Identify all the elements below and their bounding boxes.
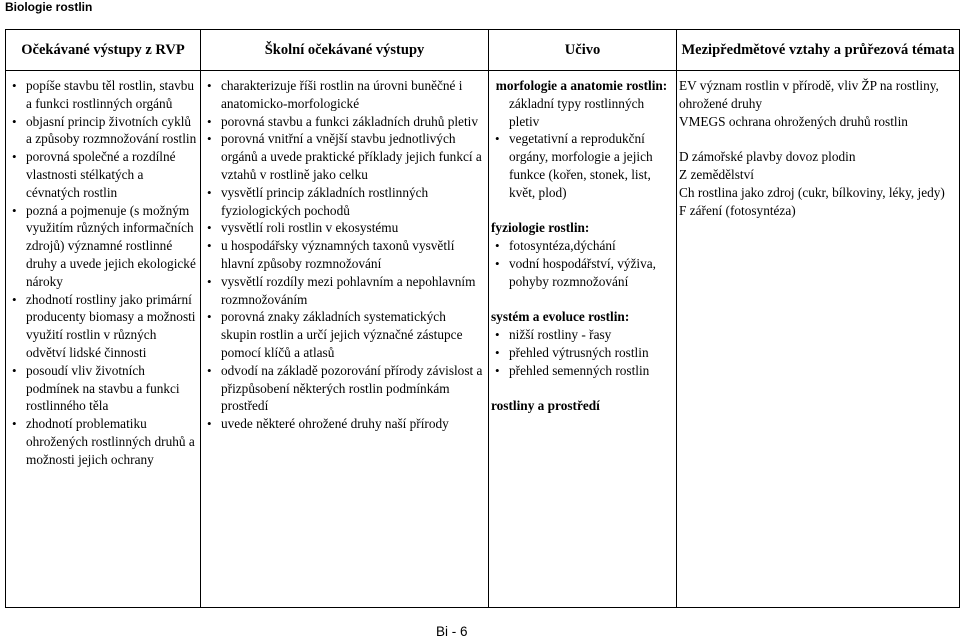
header-cross-curricular: Mezipředmětové vztahy a průřezová témata: [677, 30, 960, 71]
list-item: • přehled semenných rostlin: [491, 362, 672, 380]
curriculum-cell: [489, 71, 677, 608]
rvp-outcomes-list: [6, 71, 200, 469]
list-item: • nižší rostliny - řasy: [491, 326, 672, 344]
list-item: • zhodnotí rostliny jako primární producenty biomasy a možnosti využití rostlin v různých odvětví lidské činnosti: [8, 291, 198, 362]
section-heading-morphology: morfologie a anatomie rostlin:: [495, 78, 668, 93]
rvp-outcomes-cell: [6, 71, 201, 608]
physiology-list: [491, 237, 672, 290]
list-item: • pozná a pojmenuje (s možným využitím různých informačních zdrojů) významné rostlinné druhy a uvede jejich ekologické nároky: [8, 202, 198, 291]
list-item: • odvodí na základě pozorování přírody závislost a přizpůsobení některých rostlin podmínkám prostředí: [203, 362, 484, 415]
list-item: • zhodnotí problematiku ohrožených rostlinných druhů a možnosti jejich ochrany: [8, 415, 198, 468]
list-item: • vodní hospodářství, výživa, pohyby rozmnožování: [491, 255, 672, 291]
section-heading-physiology: fyziologie rostlin:: [491, 220, 590, 236]
list-item: • porovná společné a rozdílné vlastnosti stélkatých a cévnatých rostlin: [8, 148, 198, 201]
list-item: • popíše stavbu těl rostlin, stavbu a funkci rostlinných orgánů: [8, 77, 198, 113]
list-item: • vysvětlí princip základních rostlinných fyziologických pochodů: [203, 184, 484, 220]
section-heading-environment: rostliny a prostředí: [491, 398, 600, 414]
cross-curricular-cell: [677, 71, 960, 608]
list-item: • vegetativní a reprodukční orgány, morfologie a jejich funkce (kořen, stonek, list, květ, plod): [491, 130, 672, 201]
list-item: • porovná stavbu a funkci základních druhů pletiv: [203, 113, 484, 131]
plain-item: základní typy rostlinných pletiv: [509, 95, 645, 129]
table-row: [6, 71, 960, 608]
list-item: • fotosyntéza,dýchání: [491, 237, 672, 255]
school-outcomes-list: [201, 71, 488, 433]
list-item: • u hospodářsky významných taxonů vysvětlí hlavní způsoby rozmnožování: [203, 237, 484, 273]
cross-topic-ev: EV význam rostlin v přírodě, vliv ŽP na rostliny, ohrožené druhy: [679, 78, 939, 111]
header-curriculum: Učivo: [489, 30, 677, 71]
list-item: • objasní princip životních cyklů a způsoby rozmnožování rostlin: [8, 113, 198, 149]
list-item: • přehled výtrusných rostlin: [491, 344, 672, 362]
list-item: • charakterizuje říši rostlin na úrovni buněčné i anatomicko-morfologické: [203, 77, 484, 113]
cross-topic-vmegs: VMEGS ochrana ohrožených druhů rostlin: [679, 113, 908, 129]
list-item: • porovná vnitřní a vnější stavbu jednotlivých orgánů a uvede praktické příklady jejich funkcí a vztahů v rostlině jako celku: [203, 130, 484, 183]
list-item: • vysvětlí rozdíly mezi pohlavním a nepohlavním rozmnožováním: [203, 273, 484, 309]
page-footer: Bi - 6: [436, 624, 468, 639]
list-item: • uvede některé ohrožené druhy naší přírody: [203, 415, 484, 433]
system-list: [491, 326, 672, 379]
section-heading-system: systém a evoluce rostlin:: [491, 309, 630, 325]
list-item: • vysvětlí roli rostlin v ekosystému: [203, 219, 484, 237]
cross-topic-history: D zámořské plavby dovoz plodin: [679, 149, 856, 165]
header-school-outcomes: Školní očekávané výstupy: [201, 30, 489, 71]
cross-topic-chemistry: Ch rostlina jako zdroj (cukr, bílkoviny, léky, jedy): [679, 184, 945, 200]
table-header-row: [6, 30, 960, 71]
list-item: • porovná znaky základních systematických skupin rostlin a určí jejich význačné zástupce pomocí klíčů a atlasů: [203, 308, 484, 361]
cross-topic-physics: F záření (fotosyntéza): [679, 202, 796, 218]
curriculum-table: [5, 29, 960, 608]
school-outcomes-cell: [201, 71, 489, 608]
cross-topic-geography: Z zemědělství: [679, 166, 754, 182]
list-item: • posoudí vliv životních podmínek na stavbu a funkci rostlinného těla: [8, 362, 198, 415]
page-title: Biologie rostlin: [5, 0, 93, 14]
header-rvp-outcomes: Očekávané výstupy z RVP: [6, 30, 201, 71]
morphology-list: [491, 130, 672, 201]
